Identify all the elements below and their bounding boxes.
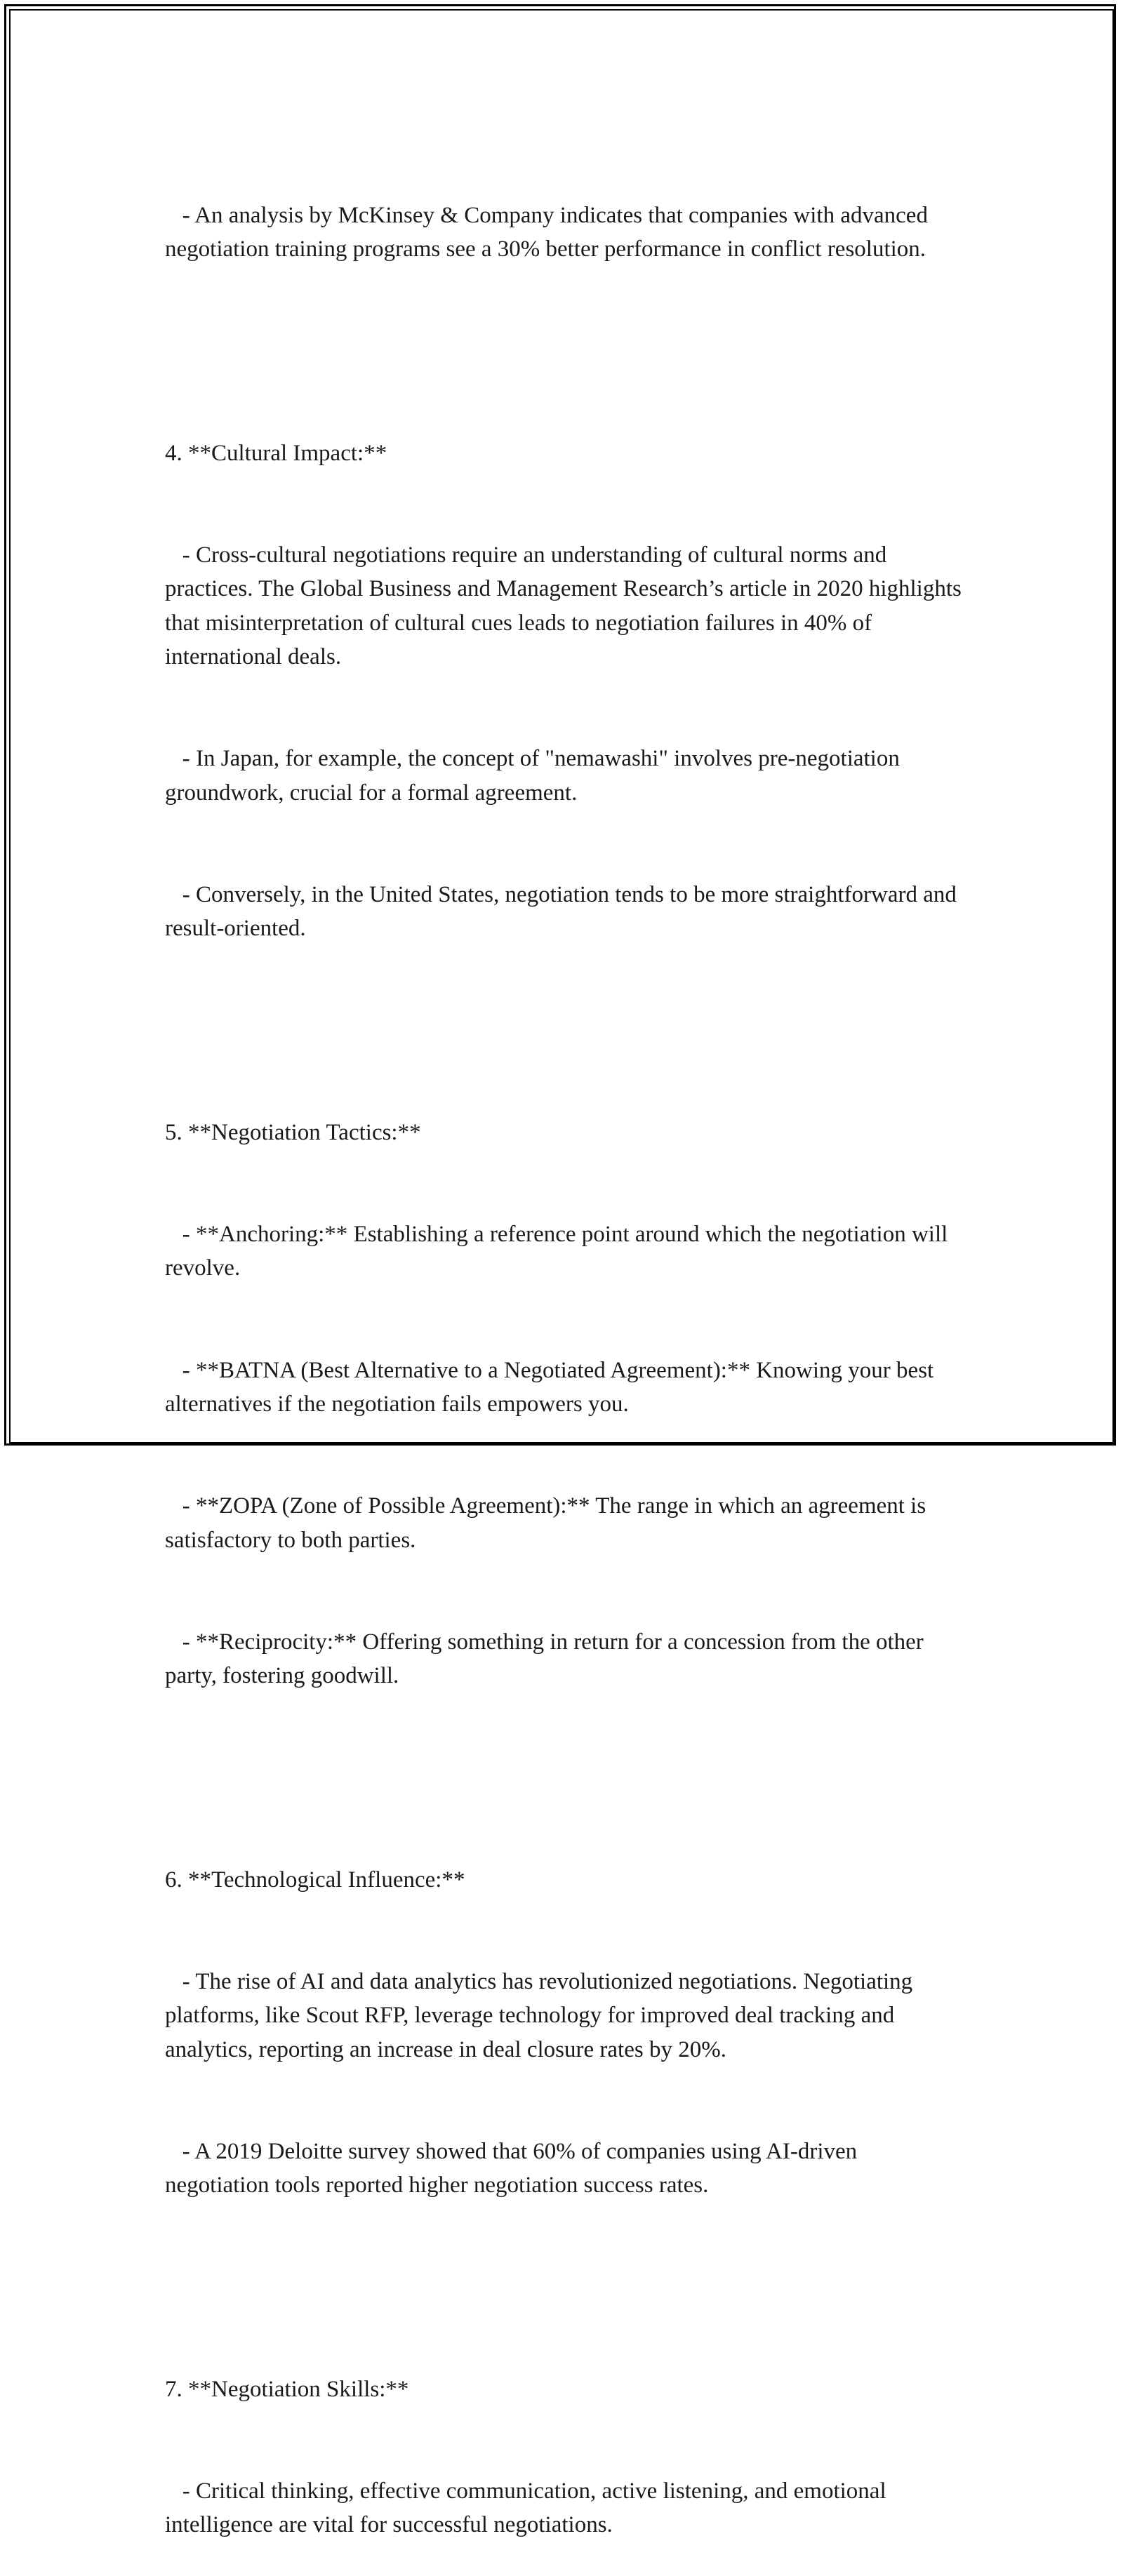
paragraph-anchoring: - **Anchoring:** Establishing a reference point around which the negotiation will revolve. <box>165 1221 954 1281</box>
paragraph-ai-analytics: - The rise of AI and data analytics has revolutionized negotiations. Negotiating platforms, like Scout RFP, leverage technology for improved deal tracking and analytics, reporting an increase in deal closure rates by 20%. <box>165 1968 919 2062</box>
blank-line <box>165 2271 965 2304</box>
paragraph-zopa: - **ZOPA (Zone of Possible Agreement):** The range in which an agreement is satisfactory to both parties. <box>165 1493 932 1553</box>
paragraph-critical-thinking: - Critical thinking, effective communication, active listening, and emotional intelligence are vital for successful negotiations. <box>165 2478 892 2538</box>
paragraph-mckinsey-analysis: - An analysis by McKinsey & Company indicates that companies with advanced negotiation training programs see a 30% better performance in conflict resolution. <box>165 202 934 262</box>
blank-line <box>165 334 965 368</box>
heading-negotiation-skills: 7. **Negotiation Skills:** <box>165 2376 409 2402</box>
heading-technological-influence: 6. **Technological Influence:** <box>165 1867 465 1893</box>
paragraph-united-states: - Conversely, in the United States, negotiation tends to be more straightforward and result-oriented. <box>165 881 963 942</box>
paragraph-reciprocity: - **Reciprocity:** Offering something in return for a concession from the other party, fostering goodwill. <box>165 1629 930 1689</box>
paragraph-japan-nemawashi: - In Japan, for example, the concept of "nemawashi" involves pre-negotiation groundwork, crucial for a formal agreement. <box>165 746 906 806</box>
heading-cultural-impact: 4. **Cultural Impact:** <box>165 440 387 466</box>
paragraph-cross-cultural: - Cross-cultural negotiations require an understanding of cultural norms and practices. The Global Business and Management Research’s article in 2020 highlights that misinterpretation of cultural cues leads to negotiation failures in 40% of international deals. <box>165 542 968 670</box>
document-body <box>165 131 968 2576</box>
paragraph-deloitte-survey: - A 2019 Deloitte survey showed that 60% of companies using AI-driven negotiation tools reported higher negotiation success rates. <box>165 2138 863 2198</box>
blank-line <box>165 1761 965 1794</box>
paragraph-batna: - **BATNA (Best Alternative to a Negotiated Agreement):** Knowing your best alternatives if the negotiation fails empowers you. <box>165 1357 940 1417</box>
heading-negotiation-tactics: 5. **Negotiation Tactics:** <box>165 1119 421 1145</box>
blank-line <box>165 1014 965 1048</box>
